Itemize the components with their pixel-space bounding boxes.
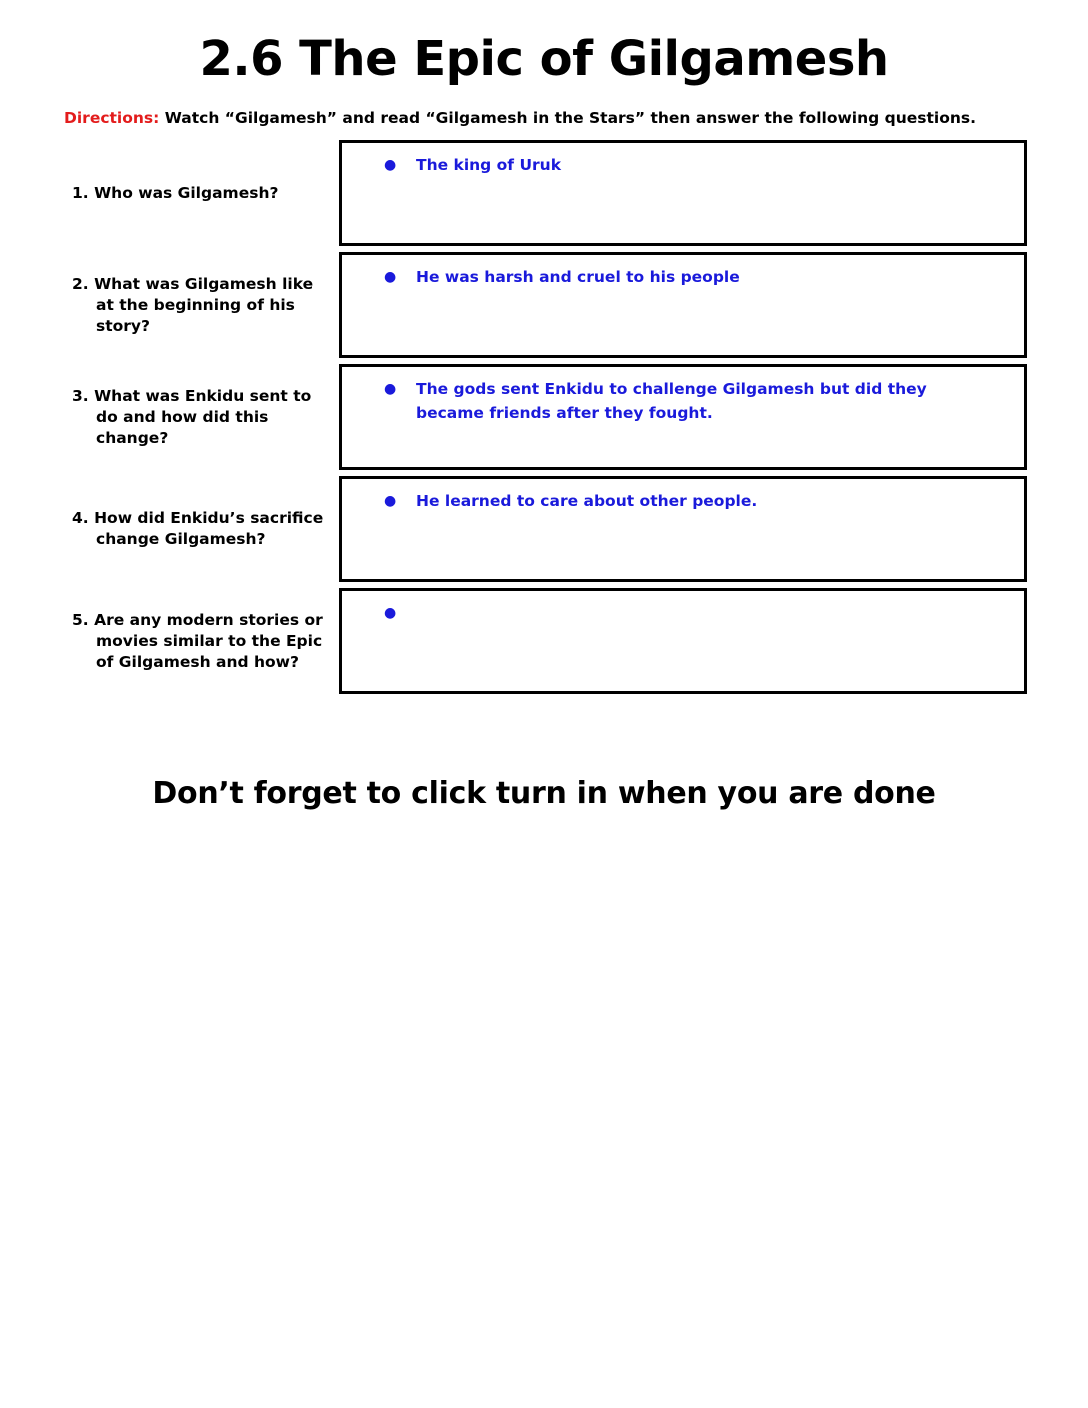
question-row-4 bbox=[0, 476, 1088, 582]
answer-box-3[interactable] bbox=[339, 364, 1027, 470]
answer-item-4 bbox=[384, 489, 984, 513]
answer-item-3 bbox=[384, 377, 984, 425]
answer-text-4: He learned to care about other people. bbox=[416, 492, 758, 510]
question-label-3 bbox=[72, 364, 334, 470]
answer-box-4[interactable] bbox=[339, 476, 1027, 582]
question-text-1: 1. Who was Gilgamesh? bbox=[72, 183, 279, 202]
question-text-3: 3. What was Enkidu sent to do and how did this change? bbox=[72, 386, 312, 447]
question-row-1 bbox=[0, 140, 1088, 246]
answer-box-1[interactable] bbox=[339, 140, 1027, 246]
answer-text-5 bbox=[416, 601, 984, 625]
answer-item-1 bbox=[384, 153, 984, 177]
bullet-icon: ● bbox=[384, 269, 397, 285]
directions bbox=[64, 106, 1044, 130]
answer-text-2: He was harsh and cruel to his people bbox=[416, 268, 740, 286]
answer-item-2 bbox=[384, 265, 984, 289]
answer-item-5 bbox=[384, 601, 984, 625]
page-title: 2.6 The Epic of Gilgamesh bbox=[199, 31, 889, 87]
bullet-icon: ● bbox=[384, 157, 397, 173]
question-label-5 bbox=[72, 588, 334, 694]
bullet-icon: ● bbox=[384, 381, 397, 397]
answer-box-5[interactable] bbox=[339, 588, 1027, 694]
footer-reminder: Don’t forget to click turn in when you are done bbox=[152, 776, 936, 811]
question-row-3 bbox=[0, 364, 1088, 470]
directions-text: Watch “Gilgamesh” and read “Gilgamesh in the Stars” then answer the following questions. bbox=[164, 109, 977, 127]
bullet-icon: ● bbox=[384, 493, 397, 509]
question-label-1 bbox=[72, 140, 334, 246]
question-label-2 bbox=[72, 252, 334, 358]
question-label-4 bbox=[72, 476, 334, 582]
question-row-2 bbox=[0, 252, 1088, 358]
answer-text-3: The gods sent Enkidu to challenge Gilgamesh but did they became friends after they fought. bbox=[416, 380, 927, 422]
question-text-2: 2. What was Gilgamesh like at the beginning of his story? bbox=[72, 274, 314, 335]
answer-box-2[interactable] bbox=[339, 252, 1027, 358]
answer-text-1: The king of Uruk bbox=[416, 156, 562, 174]
directions-label: Directions: bbox=[64, 109, 160, 127]
bullet-icon: ● bbox=[384, 605, 397, 621]
question-row-5 bbox=[0, 588, 1088, 694]
question-text-5: 5. Are any modern stories or movies similar to the Epic of Gilgamesh and how? bbox=[72, 610, 323, 671]
question-text-4: 4. How did Enkidu’s sacrifice change Gilgamesh? bbox=[72, 509, 324, 548]
